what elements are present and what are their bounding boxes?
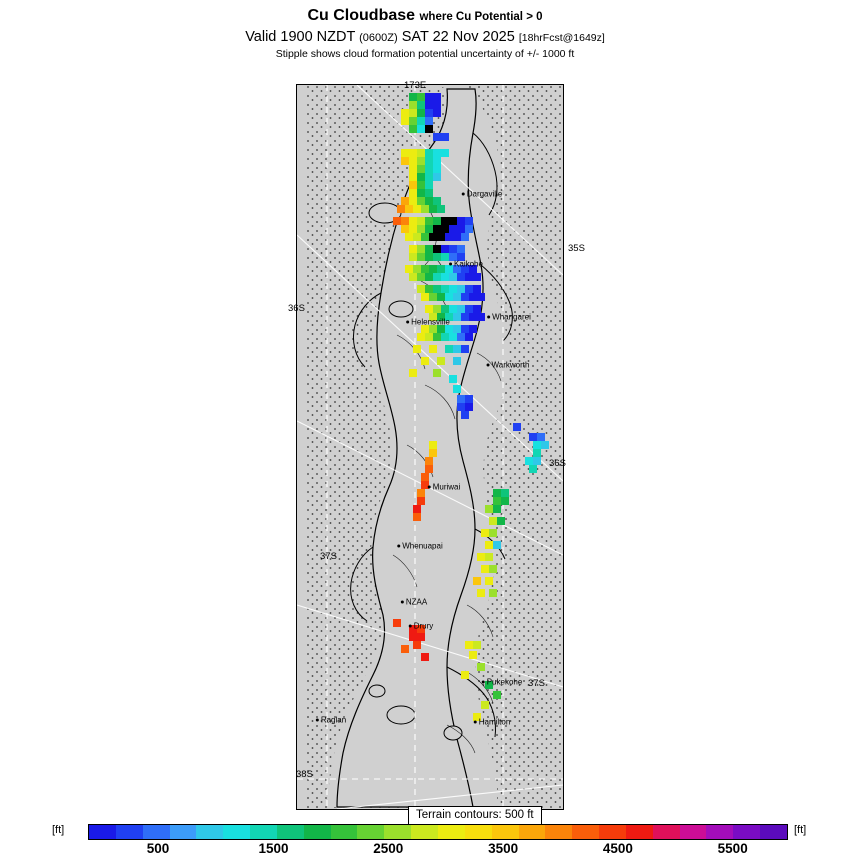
colorbar-strip [88,824,788,840]
place-dot [397,545,400,548]
colorbar-swatch [545,825,572,839]
grat-label: 36S [288,303,305,314]
place-label [401,598,427,607]
colorbar-swatch [706,825,733,839]
colorbar-swatch [626,825,653,839]
grat-label: 35S [568,243,585,254]
colorbar-unit-left: [ft] [52,824,65,836]
place-name: Whangarei [492,312,531,322]
place-dot [401,601,404,604]
colorbar-ticks [88,840,788,858]
colorbar-swatch [384,825,411,839]
place-name: Kaikohe [454,259,483,269]
place-label [449,260,483,269]
grat-label: 37S [320,551,337,562]
colorbar-swatch [519,825,546,839]
place-name: Helensville [411,317,450,327]
place-label [487,361,530,370]
valid-date: SAT 22 Nov 2025 [401,29,515,45]
place-name: Warkworth [491,360,530,370]
place-label [406,318,450,327]
place-label [409,622,434,631]
valid-utc: (0600Z) [359,32,398,44]
place-name: Raglan [320,715,347,725]
header-block [0,6,850,61]
subtitle: Stipple shows cloud formation potential uncertainty of +/- 1000 ft [275,48,575,61]
place-name: Hamilton [478,717,511,727]
place-name: NZAA [405,597,428,607]
terrain-contour-note: Terrain contours: 500 ft [408,806,542,826]
colorbar-tick-label: 1500 [258,841,289,856]
colorbar-swatch [116,825,143,839]
colorbar-swatch [492,825,519,839]
colorbar-swatch [411,825,438,839]
colorbar-swatch [277,825,304,839]
colorbar-tick-label: 5500 [717,841,748,856]
colorbar-swatch [357,825,384,839]
place-label [474,718,511,727]
place-dot [487,316,490,319]
place-dot [487,364,490,367]
grat-label: 37S [528,678,545,689]
place-dot [409,625,412,628]
place-name: Whenuapai [402,541,443,551]
place-dot [428,486,431,489]
colorbar-unit-right: [ft] [794,824,807,836]
colorbar-swatch [733,825,760,839]
forecast-tag: [18hrFcst@1649z] [518,32,605,44]
place-dot [316,719,319,722]
colorbar-swatch [653,825,680,839]
page-title [0,6,850,26]
place-label [397,542,442,551]
colorbar-swatch [438,825,465,839]
map-graphic [297,85,563,809]
colorbar-swatch [143,825,170,839]
colorbar-swatch [760,825,787,839]
colorbar-swatch [680,825,707,839]
place-label [428,483,461,492]
colorbar-swatch [223,825,250,839]
colorbar-swatch [331,825,358,839]
place-dot [482,681,485,684]
colorbar-swatch [304,825,331,839]
place-label [487,313,531,322]
grat-label: 173E [404,80,427,91]
colorbar-swatch [465,825,492,839]
place-name: Dargaville [466,189,503,199]
colorbar-tick-label: 500 [146,841,170,856]
colorbar-tick-label: 2500 [373,841,404,856]
colorbar-swatch [572,825,599,839]
place-dot [406,321,409,324]
valid-time-line [0,28,850,46]
place-dot [449,263,452,266]
colorbar-legend [0,824,850,858]
place-dot [474,721,477,724]
colorbar-swatch [250,825,277,839]
map-panel[interactable] [296,84,564,810]
title-main: Cu Cloudbase [307,7,416,24]
grat-label: 38S [296,769,313,780]
place-label [482,678,523,687]
colorbar-tick-label: 4500 [602,841,633,856]
grat-label: 36S [549,458,566,469]
colorbar-swatch [170,825,197,839]
title-condition: where Cu Potential > 0 [419,11,543,23]
place-name: Muriwai [432,482,461,492]
colorbar-tick-label: 3500 [488,841,519,856]
colorbar-swatch [196,825,223,839]
place-label [462,190,503,199]
place-label [316,716,346,725]
colorbar-swatch [599,825,626,839]
place-name: Pukekohe [486,677,523,687]
place-dot [462,193,465,196]
valid-time: Valid 1900 NZDT [245,29,356,45]
place-name: Drury [413,621,434,631]
colorbar-swatch [89,825,116,839]
